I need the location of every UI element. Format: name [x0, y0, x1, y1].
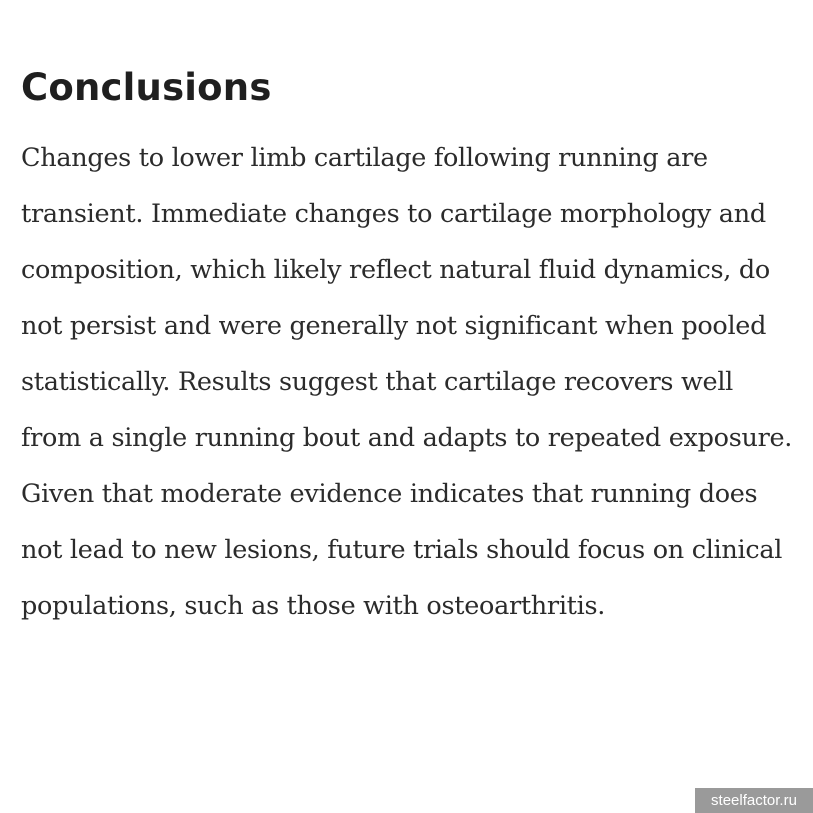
watermark-label: steelfactor.ru [695, 788, 813, 813]
conclusions-paragraph: Changes to lower limb cartilage following running are transient. Immediate changes to cartilage morphology and composition, which likely reflect natural fluid dynamics, do not persist and were generally not significant when pooled statistically. Results suggest that cartilage recovers well from a single running bout and adapts to repeated exposure. Given that moderate evidence indicates that running does not lead to new lesions, future trials should focus on clinical populations, such as those with osteoarthritis. [21, 143, 793, 621]
section-heading: Conclusions [21, 66, 272, 109]
